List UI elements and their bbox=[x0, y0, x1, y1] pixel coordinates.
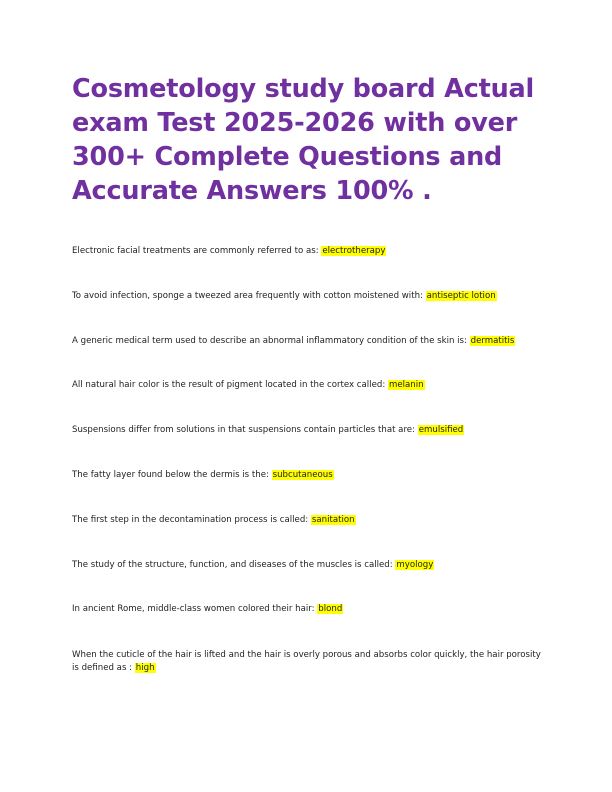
answer-highlight: dermatitis bbox=[470, 336, 515, 346]
question-text: When the cuticle of the hair is lifted and the hair is overly porous and absorbs color quickly, the hair porosity is defined as : bbox=[72, 650, 541, 673]
question-item bbox=[72, 290, 542, 303]
question-text: The study of the structure, function, and diseases of the muscles is called: bbox=[72, 560, 396, 570]
question-item bbox=[72, 603, 542, 616]
question-item bbox=[72, 649, 542, 675]
answer-highlight: sanitation bbox=[311, 515, 355, 525]
question-text: Electronic facial treatments are commonly referred to as: bbox=[72, 246, 322, 256]
question-text: All natural hair color is the result of pigment located in the cortex called: bbox=[72, 380, 388, 390]
answer-highlight: emulsified bbox=[418, 425, 464, 435]
answer-highlight: subcutaneous bbox=[272, 470, 333, 480]
answer-highlight: myology bbox=[396, 560, 434, 570]
question-item bbox=[72, 379, 542, 392]
question-text: A generic medical term used to describe an abnormal inflammatory condition of the skin is: bbox=[72, 336, 470, 346]
question-text: The fatty layer found below the dermis is the: bbox=[72, 470, 272, 480]
question-item bbox=[72, 559, 542, 572]
answer-highlight: blond bbox=[318, 604, 343, 614]
answer-highlight: antiseptic lotion bbox=[426, 291, 496, 301]
answer-highlight: electrotherapy bbox=[322, 246, 386, 256]
question-item bbox=[72, 469, 542, 482]
question-text: In ancient Rome, middle-class women colored their hair: bbox=[72, 604, 318, 614]
question-text: The first step in the decontamination process is called: bbox=[72, 515, 311, 525]
question-item bbox=[72, 245, 542, 258]
question-item bbox=[72, 335, 542, 348]
answer-highlight: melanin bbox=[388, 380, 424, 390]
question-text: To avoid infection, sponge a tweezed area frequently with cotton moistened with: bbox=[72, 291, 426, 301]
document-title: Cosmetology study board Actual exam Test 2025-2026 with over 300+ Complete Questions and Accurate Answers 100% . bbox=[72, 74, 535, 206]
answer-highlight: high bbox=[135, 663, 155, 673]
question-item bbox=[72, 514, 542, 527]
question-text: Suspensions differ from solutions in that suspensions contain particles that are: bbox=[72, 425, 418, 435]
question-item bbox=[72, 424, 542, 437]
